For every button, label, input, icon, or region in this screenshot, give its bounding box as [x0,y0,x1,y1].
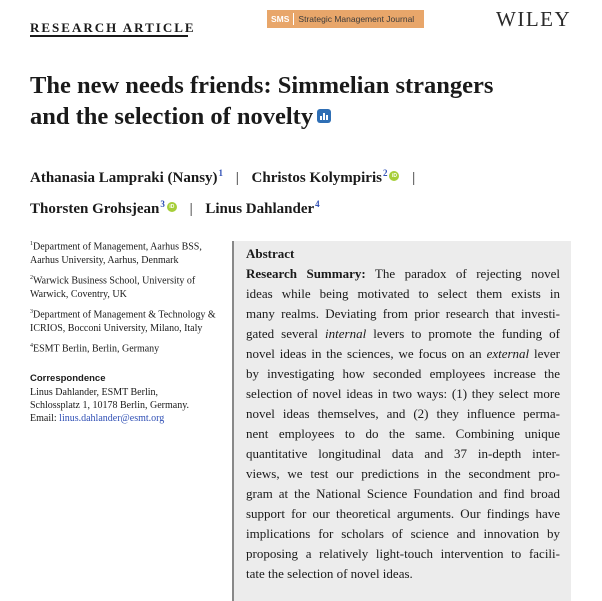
author-name[interactable]: Athanasia Lampraki (Nansy) [30,170,218,186]
email-link[interactable]: linus.dahlander@esmt.org [59,413,165,425]
author-separator: | [189,201,193,217]
author-separator: | [235,170,239,186]
title-line-2: and the selection of novelty [30,103,314,130]
author-name[interactable]: Christos Kolympiris [251,170,382,186]
correspondence-heading: Correspondence [30,373,106,385]
title-line-1: The new needs friends: Simmelian strangers [30,72,494,99]
affiliation: $^4$ESMT Berlin, Berlin, Germany [30,343,160,355]
author-list [30,160,580,222]
author-name[interactable]: Thorsten Grohsjean [30,201,160,217]
author-separator: | [412,170,416,186]
abstract-body: Research Summary: The paradox of rejecting novel ideas while being motivated to select them exists in many realms. Deviating from prior research that investi- gated several internal levers to promote the funding of novel ideas in the sciences, we focus on an external lever by investigating how seconded employees increase the selection of novel ideas in two ways: (1) they select more novel ideas themselves, and (2) they influence perma- nent employees to do the same. Combining unique quantitative longitudinal data and 37 in-depth inter- views, we test our predictions in the secondment pro- gram at the National Science Foundation and find broad support for our theoretical arguments. Our findings have implications for scholars of science and innovation by proposing a relatively light-touch intervention to facili- tate the selection of novel ideas. [246,266,561,581]
author-name[interactable]: Linus Dahlander [205,201,315,217]
journal-name: Strategic Management Journal [298,14,415,24]
publisher-logo[interactable]: WILEY [496,7,572,31]
orcid-icon[interactable]: iD [389,171,399,181]
section-label: RESEARCH ARTICLE [30,20,196,35]
affiliation: $^2$Warwick Business School, University of Warwick, Coventry, UK [30,275,196,300]
article-title [30,70,570,132]
journal-badge-divider [293,13,294,25]
correspondence-address: Linus Dahlander, ESMT Berlin, Schlossplatz 1, 10178 Berlin, Germany. Email: linus.dahlander@esmt.org [30,386,190,425]
affiliation: $^3$Department of Management & Technology & ICRIOS, Bocconi University, Milano, Italy [30,309,216,335]
journal-badge[interactable] [267,10,424,28]
affiliation-marker[interactable]: 1 [218,168,224,178]
research-summary-label: Research Summary: [246,266,366,281]
affiliations-panel [30,238,220,426]
email-label: Email: [30,413,57,425]
open-access-icon[interactable] [317,109,331,123]
affiliation-marker[interactable]: 4 [315,199,320,209]
journal-abbr: SMS [271,14,290,24]
affiliation: $^1$Department of Management, Aarhus BSS, Aarhus University, Aarhus, Denmark [30,241,202,266]
affiliation-marker[interactable]: 2 [382,168,388,178]
abstract-heading: Abstract [246,246,295,261]
section-label-rule [30,35,188,37]
affiliation-marker[interactable]: 3 [160,199,165,209]
orcid-icon[interactable]: iD [167,202,177,212]
